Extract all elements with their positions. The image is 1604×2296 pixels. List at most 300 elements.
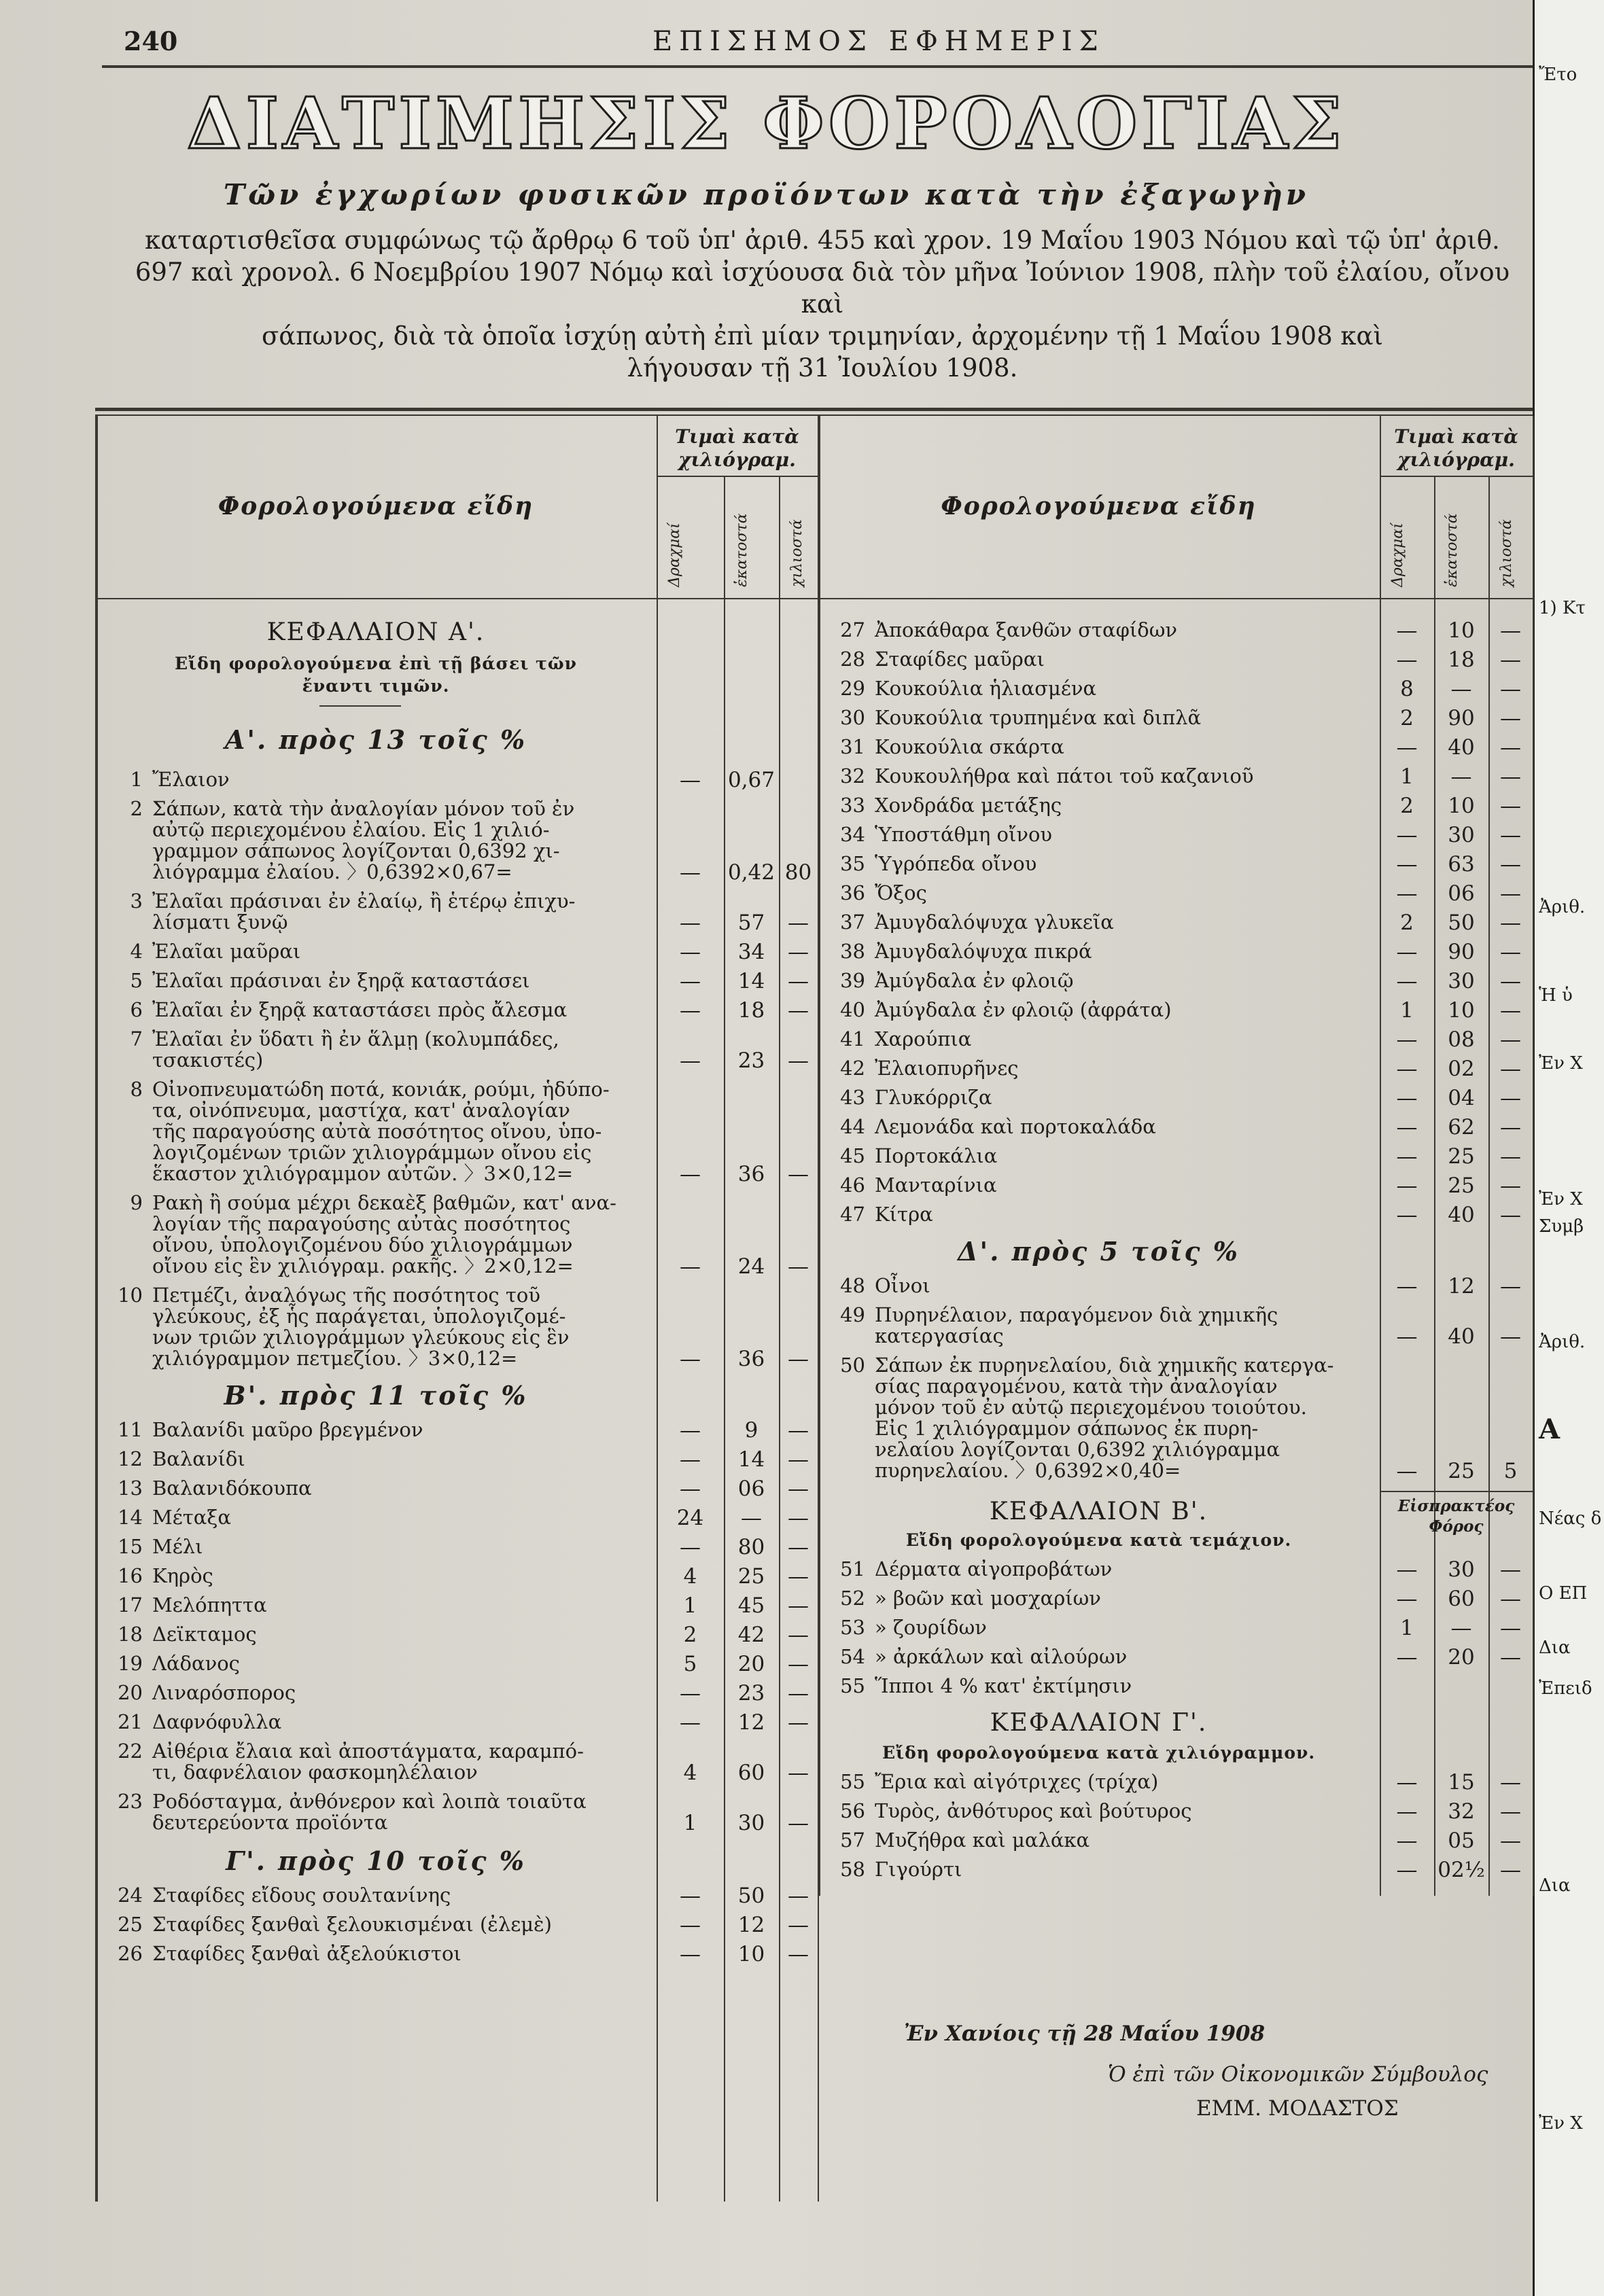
item-description: Ἔλαιον bbox=[152, 768, 230, 791]
item-number: 2 bbox=[130, 797, 143, 820]
item-description: Λάδανος bbox=[152, 1652, 240, 1675]
price-cents: 25 bbox=[1448, 1144, 1475, 1169]
price-mills: — bbox=[1500, 998, 1521, 1023]
table-row bbox=[105, 1235, 652, 1256]
price-mills: — bbox=[788, 1761, 809, 1785]
item-number: 55 bbox=[840, 1674, 865, 1697]
price-drachmas: — bbox=[1396, 1858, 1418, 1882]
item-number: 48 bbox=[840, 1274, 865, 1297]
table-row bbox=[105, 798, 652, 819]
item-number: 55 bbox=[840, 1770, 865, 1793]
price-cents: 42 bbox=[737, 1623, 765, 1647]
price-cents: 10 bbox=[1448, 998, 1475, 1023]
table-row bbox=[827, 1376, 1376, 1397]
price-mills: — bbox=[788, 1623, 809, 1647]
table-row bbox=[105, 1100, 652, 1121]
price-drachmas: — bbox=[1396, 618, 1418, 643]
item-description: Μανταρίνια bbox=[875, 1173, 997, 1197]
item-description: Οἶνοι bbox=[875, 1274, 930, 1297]
price-cents: 24 bbox=[737, 1254, 765, 1279]
item-description: Αἰθέρια ἔλαια καὶ ἀποστάγματα, καραμπό- bbox=[152, 1739, 584, 1763]
price-cents: 60 bbox=[1448, 1587, 1475, 1611]
price-cents: 10 bbox=[1448, 618, 1475, 643]
subtitle: Τῶν ἐγχωρίων φυσικῶν προϊόντων κατὰ τὴν ἐξαγωγὴν bbox=[223, 178, 1310, 211]
page-title: ΔΙΑΤΙΜΗΣΙΣ ΦΟΡΟΛΟΓΙΑΣ bbox=[186, 82, 1346, 165]
price-drachmas: — bbox=[680, 1913, 701, 1937]
table-row bbox=[105, 1285, 652, 1306]
price-drachmas: — bbox=[1396, 1203, 1418, 1227]
item-description: Πετμέζι, ἀναλόγως τῆς ποσότητος τοῦ bbox=[152, 1284, 540, 1307]
price-drachmas: — bbox=[1396, 1770, 1418, 1795]
price-mills: 80 bbox=[784, 860, 812, 885]
item-description: » ἀρκάλων καὶ αἰλούρων bbox=[875, 1645, 1128, 1668]
price-cents: 02½ bbox=[1437, 1858, 1485, 1882]
price-drachmas: 2 bbox=[1400, 794, 1414, 818]
price-mills: — bbox=[1500, 648, 1521, 672]
items-header: Φορολογούμενα εἴδη bbox=[217, 492, 534, 520]
item-description: Ἀμυγδαλόψυχα πικρά bbox=[875, 940, 1092, 963]
price-cents: 50 bbox=[737, 1884, 765, 1908]
price-mills: — bbox=[1500, 677, 1521, 701]
price-drachmas: 1 bbox=[1400, 764, 1414, 789]
price-mills: — bbox=[788, 911, 809, 935]
table-row bbox=[827, 678, 1376, 699]
item-number: 11 bbox=[118, 1418, 143, 1441]
price-drachmas: — bbox=[1396, 1829, 1418, 1853]
price-cents: 20 bbox=[737, 1652, 765, 1676]
item-description: Δεϊκταμος bbox=[152, 1623, 257, 1646]
price-mills: — bbox=[788, 1811, 809, 1835]
price-drachmas: — bbox=[680, 940, 701, 964]
price-cents: — bbox=[1450, 1616, 1472, 1640]
table-row bbox=[827, 1397, 1376, 1418]
column-header-drachmas: Δραχμαί bbox=[1389, 523, 1406, 587]
item-description: Μελόπηττα bbox=[152, 1593, 267, 1617]
item-number: 52 bbox=[840, 1587, 865, 1610]
price-cents: 0,67 bbox=[727, 768, 775, 792]
price-cents: 34 bbox=[737, 940, 765, 964]
table-row bbox=[105, 862, 652, 883]
price-drachmas: — bbox=[680, 1162, 701, 1186]
price-mills: — bbox=[1500, 1173, 1521, 1198]
price-drachmas: 4 bbox=[683, 1564, 697, 1589]
item-number: 40 bbox=[840, 998, 865, 1021]
table-row bbox=[105, 1121, 652, 1142]
item-number: 8 bbox=[130, 1078, 143, 1101]
price-drachmas: — bbox=[1396, 1799, 1418, 1824]
price-cents: 20 bbox=[1448, 1645, 1475, 1670]
item-number: 26 bbox=[118, 1942, 143, 1965]
item-number: 33 bbox=[840, 794, 865, 817]
price-drachmas: — bbox=[1396, 1173, 1418, 1198]
item-description: τσακιστές) bbox=[152, 1048, 264, 1072]
item-description: τα, οἰνόπνευμα, μαστίχα, κατ' ἀναλογίαν bbox=[152, 1099, 570, 1122]
price-mills: — bbox=[1500, 940, 1521, 964]
item-number: 45 bbox=[840, 1144, 865, 1167]
adjacent-text-fragment: Ἀριθ. bbox=[1539, 897, 1586, 917]
item-description: Κουκούλια ἡλιασμένα bbox=[875, 677, 1097, 700]
table-row bbox=[105, 1214, 652, 1235]
price-cents: 10 bbox=[737, 1942, 765, 1966]
price-drachmas: 24 bbox=[676, 1506, 704, 1530]
table-row bbox=[105, 1624, 652, 1645]
item-description: τῆς παραγούσης αὐτὰ ποσότητος οἴνου, ὑπο- bbox=[152, 1120, 602, 1143]
table-row bbox=[105, 769, 652, 790]
table-row bbox=[827, 1087, 1376, 1108]
table-row bbox=[105, 1791, 652, 1812]
item-description: Ἐλαῖαι ἐν ξηρᾷ καταστάσει πρὸς ἄλεσμα bbox=[152, 998, 568, 1021]
item-description: Σταφίδες ξανθαὶ ἀξελούκιστοι bbox=[152, 1942, 461, 1965]
table-row bbox=[105, 1682, 652, 1703]
table-row bbox=[105, 912, 652, 933]
price-drachmas: — bbox=[680, 911, 701, 935]
item-description: Κουκούλια τρυπημένα καὶ διπλᾶ bbox=[875, 706, 1202, 729]
price-mills: — bbox=[1500, 969, 1521, 993]
item-number: 42 bbox=[840, 1057, 865, 1080]
intro-paragraph bbox=[116, 224, 1529, 384]
item-number: 5 bbox=[130, 969, 143, 992]
price-cents: 90 bbox=[1448, 706, 1475, 730]
price-mills: — bbox=[788, 998, 809, 1023]
price-mills: — bbox=[1500, 1645, 1521, 1670]
price-cents: 23 bbox=[737, 1681, 765, 1706]
price-cents: 40 bbox=[1448, 1324, 1475, 1349]
price-mills: — bbox=[788, 1652, 809, 1676]
price-cents: 62 bbox=[1448, 1115, 1475, 1140]
item-number: 15 bbox=[118, 1535, 143, 1558]
item-number: 22 bbox=[118, 1739, 143, 1763]
column-header-drachmas: Δραχμαί bbox=[666, 523, 683, 587]
column-header-cents: ἑκατοστά bbox=[1444, 513, 1461, 587]
item-description: Λιναρόσπορος bbox=[152, 1681, 296, 1704]
price-cents: 12 bbox=[737, 1710, 765, 1735]
price-drachmas: — bbox=[680, 768, 701, 792]
table-row bbox=[827, 1588, 1376, 1609]
price-mills: — bbox=[788, 1477, 809, 1501]
table-row bbox=[827, 620, 1376, 641]
price-mills: — bbox=[788, 1564, 809, 1589]
item-description: Δαφνόφυλλα bbox=[152, 1710, 282, 1733]
table-row bbox=[827, 1146, 1376, 1167]
table-row bbox=[105, 1812, 652, 1833]
price-drachmas: — bbox=[680, 1048, 701, 1073]
item-description: Κηρὸς bbox=[152, 1564, 213, 1587]
table-row bbox=[827, 824, 1376, 845]
table-row bbox=[827, 1355, 1376, 1376]
price-mills: — bbox=[788, 1347, 809, 1371]
price-cents: 25 bbox=[1448, 1459, 1475, 1483]
item-description: Ὑγρόπεδα οἴνου bbox=[875, 852, 1037, 875]
price-mills: — bbox=[1500, 735, 1521, 760]
price-cents: 60 bbox=[737, 1761, 765, 1785]
price-drachmas: 1 bbox=[683, 1593, 697, 1618]
table-row bbox=[105, 1256, 652, 1277]
price-drachmas: — bbox=[1396, 1115, 1418, 1140]
adjacent-text-fragment: Ἐν Χ bbox=[1539, 1189, 1583, 1209]
table-row bbox=[827, 1116, 1376, 1137]
price-cents: 36 bbox=[737, 1162, 765, 1186]
item-number: 16 bbox=[118, 1564, 143, 1587]
price-drachmas: — bbox=[1396, 1324, 1418, 1349]
adjacent-text-fragment: Δια bbox=[1539, 1875, 1571, 1896]
price-drachmas: 2 bbox=[683, 1623, 697, 1647]
item-number: 20 bbox=[118, 1681, 143, 1704]
signature-title: Ὁ ἐπὶ τῶν Οἰκονομικῶν Σύμβουλος bbox=[1108, 2062, 1488, 2087]
price-cents: 90 bbox=[1448, 940, 1475, 964]
price-cents: 36 bbox=[737, 1347, 765, 1371]
item-number: 3 bbox=[130, 889, 143, 913]
price-mills: — bbox=[1500, 881, 1521, 906]
price-mills: — bbox=[788, 1506, 809, 1530]
item-number: 9 bbox=[130, 1191, 143, 1214]
price-mills: — bbox=[1500, 1324, 1521, 1349]
table-row bbox=[105, 1419, 652, 1441]
item-description: » ζουρίδων bbox=[875, 1616, 987, 1639]
price-mills: — bbox=[788, 1535, 809, 1559]
table-row bbox=[105, 1000, 652, 1021]
adjacent-text-fragment: Συμβ bbox=[1539, 1216, 1584, 1237]
table-row bbox=[105, 1079, 652, 1100]
chapter-subtitle: Εἴδη φορολογούμενα κατὰ χιλιόγραμμον. bbox=[882, 1743, 1316, 1763]
items-header: Φορολογούμενα εἴδη bbox=[941, 492, 1257, 520]
item-description: κατεργασίας bbox=[875, 1324, 1004, 1347]
item-number: 46 bbox=[840, 1173, 865, 1197]
price-drachmas: — bbox=[1396, 1587, 1418, 1611]
adjacent-text-fragment: Ἔτο bbox=[1539, 65, 1577, 85]
table-row bbox=[105, 1943, 652, 1964]
table-row bbox=[827, 795, 1376, 816]
price-cents: 25 bbox=[1448, 1173, 1475, 1198]
price-cents: 30 bbox=[1448, 823, 1475, 847]
section-title: Β'. πρὸς 11 τοῖς % bbox=[224, 1380, 528, 1411]
price-group-header: Τιμαὶ κατὰ χιλιόγραμ. bbox=[675, 425, 799, 471]
item-description: Σταφίδες ξανθαὶ ξελουκισμέναι (ἐλεμὲ) bbox=[152, 1913, 553, 1936]
price-mills: — bbox=[1500, 852, 1521, 877]
item-description: Ρακὴ ἢ σούμα μέχρι δεκαὲξ βαθμῶν, κατ' ανα- bbox=[152, 1191, 616, 1214]
table-row bbox=[827, 737, 1376, 758]
table-row bbox=[105, 1885, 652, 1906]
item-description: ἕκαστον χιλιόγραμμον αὐτῶν. 〉3×0,12= bbox=[152, 1162, 574, 1185]
item-number: 56 bbox=[840, 1799, 865, 1822]
table-top-rule-thin bbox=[95, 414, 1533, 416]
table-row bbox=[105, 1050, 652, 1071]
price-mills: — bbox=[1500, 1115, 1521, 1140]
item-description: Ἀποκάθαρα ξανθῶν σταφίδων bbox=[875, 618, 1178, 641]
section-title: Δ'. πρὸς 5 τοῖς % bbox=[958, 1236, 1240, 1267]
adjacent-text-fragment: Νέας δ bbox=[1539, 1508, 1602, 1529]
price-cents: 80 bbox=[737, 1535, 765, 1559]
item-description: Δέρματα αἰγοπροβάτων bbox=[875, 1557, 1113, 1580]
item-description: τι, δαφνέλαιον φασκομηλέλαιον bbox=[152, 1761, 478, 1784]
item-description: δευτερεύοντα προϊόντα bbox=[152, 1811, 388, 1834]
price-mills: — bbox=[1500, 911, 1521, 935]
chapter-subtitle: ἔναντι τιμῶν. bbox=[302, 676, 450, 696]
item-number: 58 bbox=[840, 1858, 865, 1881]
price-mills: — bbox=[1500, 1203, 1521, 1227]
price-mills: — bbox=[1500, 1144, 1521, 1169]
table-row bbox=[105, 1507, 652, 1528]
price-group-divider bbox=[657, 476, 818, 477]
item-number: 7 bbox=[130, 1027, 143, 1050]
price-mills: — bbox=[788, 1942, 809, 1966]
price-drachmas: — bbox=[1396, 1027, 1418, 1052]
item-description: λογίαν τῆς παραγούσης αὐτὰς ποσότητος bbox=[152, 1212, 571, 1235]
item-description: Μυζήθρα καὶ μαλάκα bbox=[875, 1829, 1090, 1852]
item-number: 1 bbox=[130, 768, 143, 791]
price-drachmas: 2 bbox=[1400, 911, 1414, 935]
adjacent-text-fragment: Ἐπειδ bbox=[1539, 1678, 1592, 1699]
price-cents: 14 bbox=[737, 1447, 765, 1472]
price-cents: 40 bbox=[1448, 735, 1475, 760]
item-number: 21 bbox=[118, 1710, 143, 1733]
item-description: Ὑποστάθμη οἴνου bbox=[875, 823, 1053, 846]
item-number: 30 bbox=[840, 706, 865, 729]
price-cents: 10 bbox=[1448, 794, 1475, 818]
item-number: 14 bbox=[118, 1506, 143, 1529]
table-row bbox=[105, 1712, 652, 1733]
price-cents: 04 bbox=[1448, 1086, 1475, 1110]
header-divider bbox=[95, 598, 818, 599]
price-drachmas: — bbox=[1396, 1459, 1418, 1483]
item-description: Χονδράδα μετάξης bbox=[875, 794, 1062, 817]
price-drachmas: — bbox=[680, 1418, 701, 1443]
price-cents: 18 bbox=[737, 998, 765, 1023]
price-cents: 23 bbox=[737, 1048, 765, 1073]
price-group-divider bbox=[1380, 476, 1533, 477]
table-row bbox=[827, 1305, 1376, 1326]
price-mills: — bbox=[1500, 706, 1521, 730]
adjacent-text-fragment: Α bbox=[1539, 1413, 1561, 1445]
table-row bbox=[827, 883, 1376, 904]
table-row bbox=[827, 1646, 1376, 1667]
price-drachmas: 1 bbox=[683, 1811, 697, 1835]
table-row bbox=[105, 1566, 652, 1587]
item-description: νων τριῶν χιλιογράμμων γλεύκους εἰς ἓν bbox=[152, 1326, 570, 1349]
price-mills: — bbox=[788, 1884, 809, 1908]
item-description: Ἀμυγδαλόψυχα γλυκεῖα bbox=[875, 911, 1114, 934]
price-mills: — bbox=[788, 1447, 809, 1472]
item-number: 37 bbox=[840, 911, 865, 934]
item-number: 12 bbox=[118, 1447, 143, 1470]
table-row bbox=[105, 1741, 652, 1762]
price-cents: 15 bbox=[1448, 1770, 1475, 1795]
table-row bbox=[827, 1175, 1376, 1196]
price-drachmas: — bbox=[1396, 1144, 1418, 1169]
item-description: γλεύκους, ἐξ ἧς παράγεται, ὑπολογιζομέ- bbox=[152, 1305, 566, 1328]
price-drachmas: — bbox=[680, 998, 701, 1023]
price-drachmas: — bbox=[1396, 1645, 1418, 1670]
adjacent-text-fragment: Ἡ ὑ bbox=[1539, 985, 1573, 1006]
item-description: αὐτῷ περιεχομένου ἐλαίου. Εἰς 1 χιλιό- bbox=[152, 818, 550, 841]
item-number: 43 bbox=[840, 1086, 865, 1109]
item-description: Κίτρα bbox=[875, 1203, 933, 1226]
price-mills: — bbox=[1500, 1770, 1521, 1795]
item-number: 41 bbox=[840, 1027, 865, 1050]
item-description: Ἐλαῖαι πράσιναι ἐν ἐλαίῳ, ἢ ἑτέρῳ ἐπιχυ- bbox=[152, 889, 576, 913]
table-row bbox=[827, 707, 1376, 728]
price-mills: — bbox=[788, 1681, 809, 1706]
item-number: 39 bbox=[840, 969, 865, 992]
table-row bbox=[105, 1536, 652, 1557]
table-row bbox=[105, 891, 652, 912]
intro-line: λήγουσαν τῇ 31 Ἰουλίου 1908. bbox=[627, 353, 1018, 383]
intro-line: σάπωνος, διὰ τὰ ὁποῖα ἰσχύῃ αὐτὴ ἐπὶ μίαν τριμηνίαν, ἀρχομένην τῇ 1 Μαΐου 1908 καὶ bbox=[262, 321, 1383, 351]
table-row bbox=[827, 1559, 1376, 1580]
price-mills: 5 bbox=[1503, 1459, 1518, 1483]
price-mills: — bbox=[1500, 764, 1521, 789]
item-description: νελαίου λογίζονται 0,6392 χιλιόγραμμα bbox=[875, 1438, 1280, 1461]
price-drachmas: — bbox=[680, 1347, 701, 1371]
table-row bbox=[827, 1000, 1376, 1021]
price-mills: — bbox=[788, 1593, 809, 1618]
item-description: Ἀμύγδαλα ἐν φλοιῷ bbox=[875, 969, 1074, 992]
item-number: 13 bbox=[118, 1477, 143, 1500]
chapter-title: ΚΕΦΑΛΑΙΟΝ Γ'. bbox=[990, 1709, 1208, 1737]
item-description: Ροδόσταγμα, ἀνθόνερον καὶ λοιπὰ τοιαῦτα bbox=[152, 1790, 587, 1813]
item-description: Γιγούρτι bbox=[875, 1858, 962, 1881]
price-drachmas: — bbox=[680, 1535, 701, 1559]
item-number: 38 bbox=[840, 940, 865, 963]
item-description: Εἰς 1 χιλιόγραμμον σάπωνος ἐκ πυρη- bbox=[875, 1417, 1259, 1440]
item-number: 23 bbox=[118, 1790, 143, 1813]
item-number: 49 bbox=[840, 1303, 865, 1326]
item-description: Βαλανίδι μαῦρο βρεγμένον bbox=[152, 1418, 423, 1441]
price-cents: 14 bbox=[737, 969, 765, 993]
price-cents: 25 bbox=[737, 1564, 765, 1589]
price-cents: 40 bbox=[1448, 1203, 1475, 1227]
publication-name: ΕΠΙΣΗΜΟΣ ΕΦΗΜΕΡΙΣ bbox=[652, 26, 1105, 57]
table-row bbox=[105, 1595, 652, 1616]
table-row bbox=[827, 1418, 1376, 1439]
item-number: 25 bbox=[118, 1913, 143, 1936]
price-mills: — bbox=[1500, 1616, 1521, 1640]
table-row bbox=[105, 841, 652, 862]
item-number: 34 bbox=[840, 823, 865, 846]
price-cents: 30 bbox=[1448, 969, 1475, 993]
table-row bbox=[827, 912, 1376, 933]
table-row bbox=[827, 1029, 1376, 1050]
price-cents: 57 bbox=[737, 911, 765, 935]
item-description: Κουκούλια σκάρτα bbox=[875, 735, 1064, 758]
item-description: Ὄξος bbox=[875, 881, 927, 904]
item-number: 47 bbox=[840, 1203, 865, 1226]
chapter-title: ΚΕΦΑΛΑΙΟΝ Β'. bbox=[989, 1498, 1208, 1525]
item-description: Βαλανιδόκουπα bbox=[152, 1477, 312, 1500]
price-cents: 06 bbox=[737, 1477, 765, 1501]
table-row bbox=[105, 1762, 652, 1783]
price-mills: — bbox=[1500, 1027, 1521, 1052]
price-mills: — bbox=[788, 969, 809, 993]
table-row bbox=[827, 1460, 1376, 1481]
header-divider bbox=[818, 598, 1533, 599]
table-row bbox=[105, 941, 652, 962]
price-mills: — bbox=[1500, 1557, 1521, 1582]
adjacent-page-strip bbox=[1533, 0, 1604, 2296]
table-row bbox=[105, 1163, 652, 1184]
price-drachmas: — bbox=[1396, 881, 1418, 906]
item-description: οἴνου εἰς ἓν χιλιόγραμ. ρακῆς. 〉2×0,12= bbox=[152, 1254, 574, 1277]
table-row bbox=[827, 1676, 1376, 1697]
price-drachmas: — bbox=[680, 1254, 701, 1279]
item-description: Ἐλαῖαι πράσιναι ἐν ξηρᾷ καταστάσει bbox=[152, 969, 530, 992]
item-description: Γλυκόρριζα bbox=[875, 1086, 992, 1109]
item-description: Ἐλαῖαι μαῦραι bbox=[152, 940, 301, 963]
adjacent-text-fragment: Ἐν Χ bbox=[1539, 2113, 1583, 2134]
item-description: » βοῶν καὶ μοσχαρίων bbox=[875, 1587, 1101, 1610]
adjacent-text-fragment: 1) Κτ bbox=[1539, 598, 1586, 618]
intro-line: 697 καὶ χρονολ. 6 Νοεμβρίου 1907 Νόμῳ καὶ ἰσχύουσα διὰ τὸν μῆνα Ἰούνιον 1908, πλὴν τοῦ ἐλαίου, οἴνου καὶ bbox=[135, 258, 1510, 319]
price-drachmas: — bbox=[1396, 1057, 1418, 1081]
